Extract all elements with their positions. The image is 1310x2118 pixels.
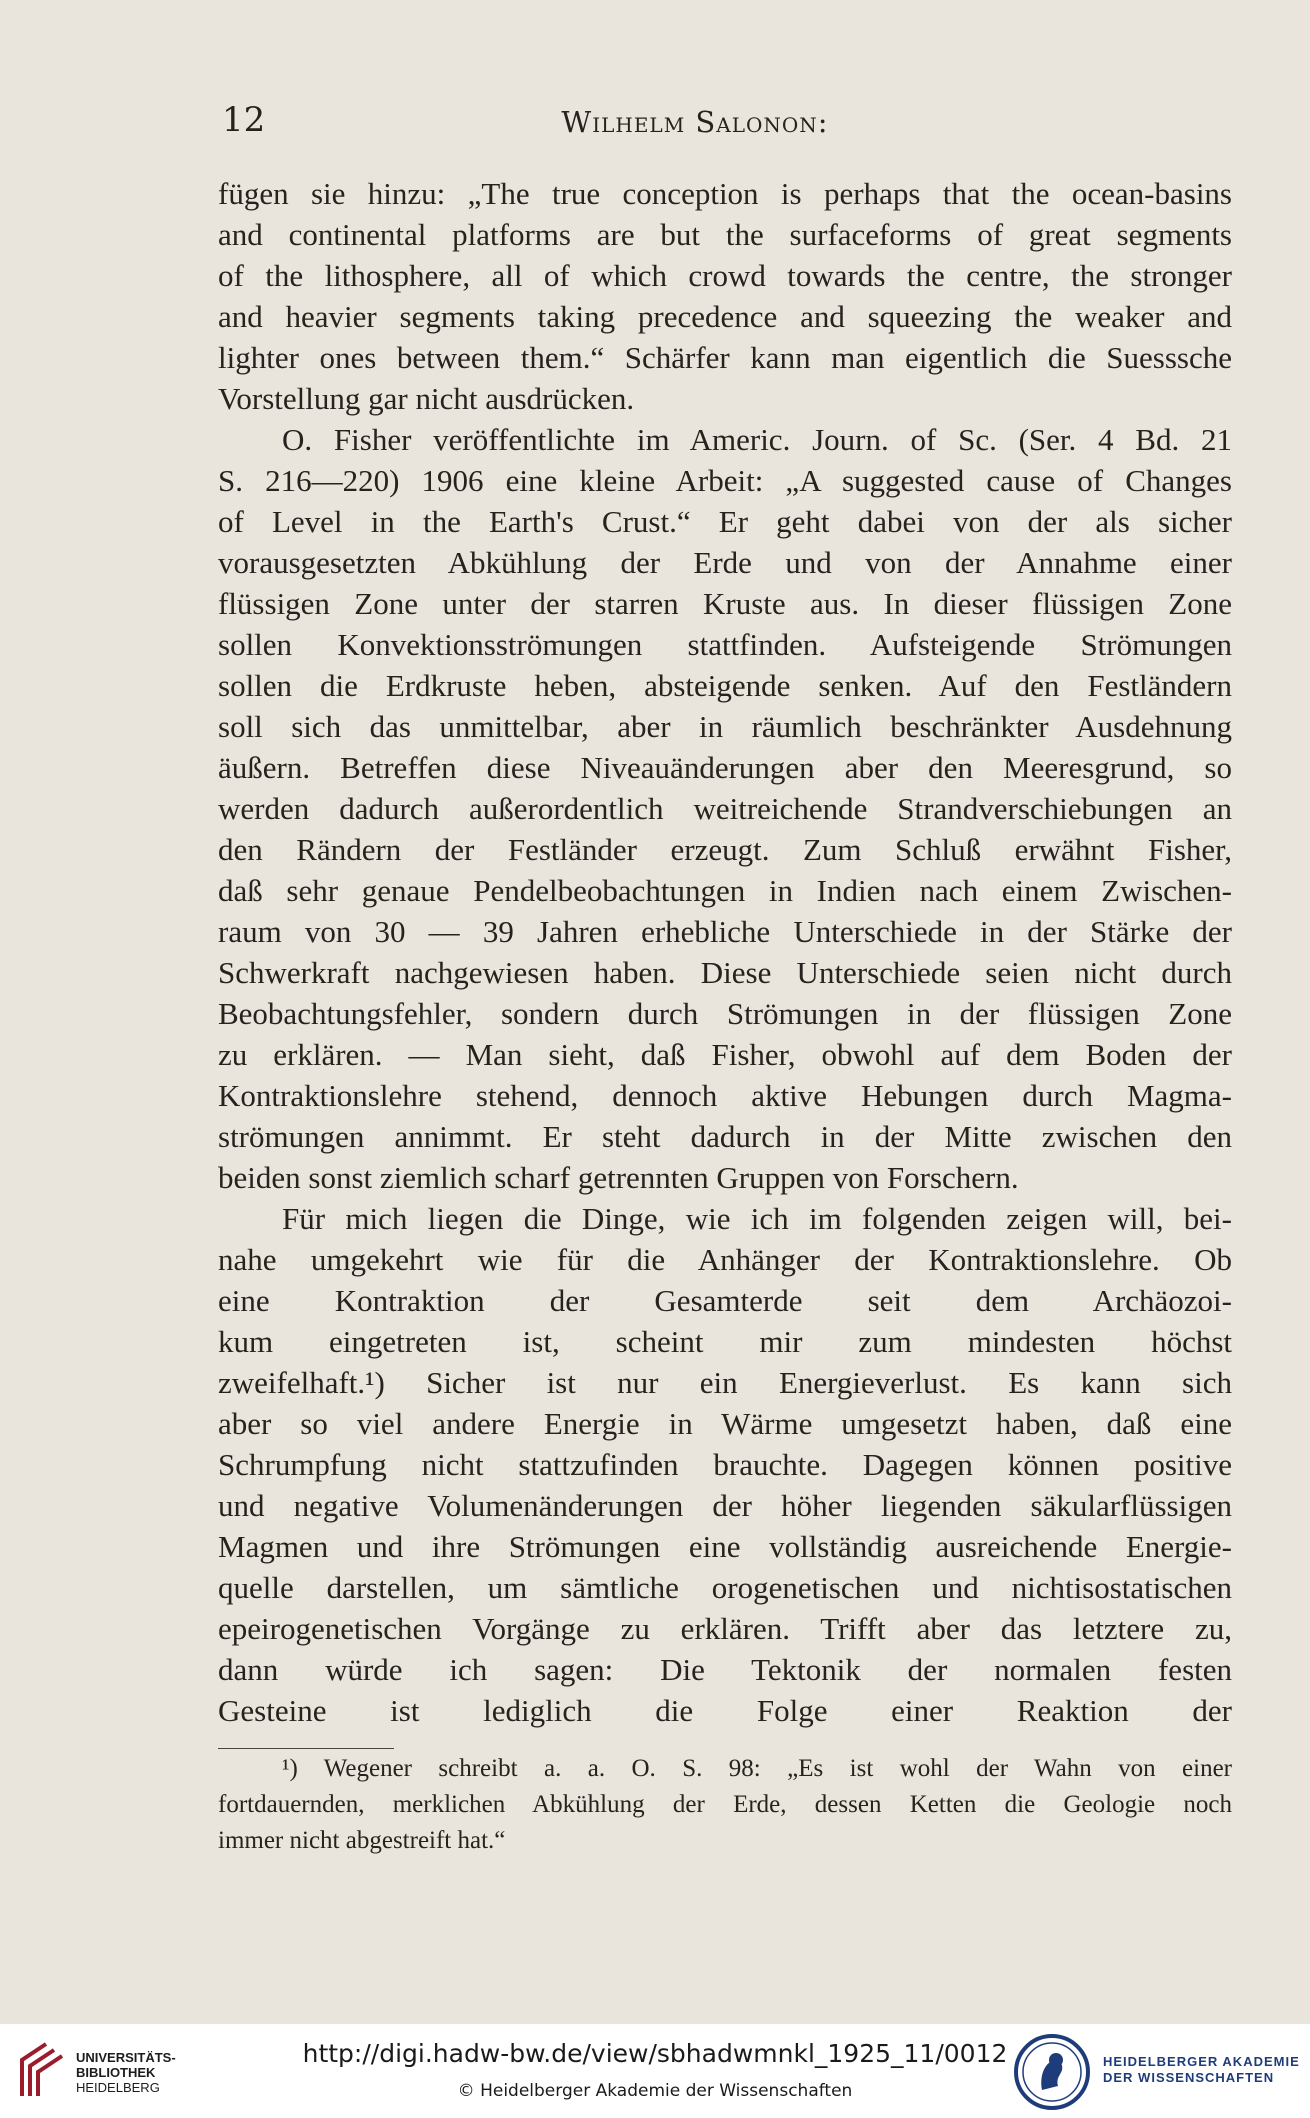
academy-emblem-icon — [1012, 2032, 1092, 2112]
footer-bar — [0, 2024, 1310, 2118]
text-line: Gesteine ist lediglich die Folge einer Reaktion der — [218, 1693, 1232, 1728]
text-line: raum von 30 — 39 Jahren erhebliche Unterschiede in der Stärke der — [218, 914, 1232, 949]
running-header: Wilhelm Salonon: — [561, 105, 829, 139]
text-line: of the lithosphere, all of which crowd towards the centre, the stronger — [218, 258, 1232, 293]
text-line: äußern. Betreffen diese Niveauänderungen aber den Meeresgrund, so — [218, 750, 1232, 785]
text-line: flüssigen Zone unter der starren Kruste aus. In dieser flüssigen Zone — [218, 586, 1232, 621]
text-line: daß sehr genaue Pendelbeobachtungen in Indien nach einem Zwischen- — [218, 873, 1232, 908]
text-line: aber so viel andere Energie in Wärme umgesetzt haben, daß eine — [218, 1406, 1232, 1441]
footnote-line: ¹) Wegener schreibt a. a. O. S. 98: „Es ist wohl der Wahn von einer — [282, 1755, 1232, 1782]
text-line: strömungen annimmt. Er steht dadurch in der Mitte zwischen den — [218, 1119, 1232, 1154]
footer-copyright: © Heidelberger Akademie der Wissenschaften — [457, 2081, 853, 2101]
text-line: vorausgesetzten Abkühlung der Erde und von der Annahme einer — [218, 545, 1232, 580]
text-line: and heavier segments taking precedence and squeezing the weaker and — [218, 299, 1232, 334]
text-line: soll sich das unmittelbar, aber in räumlich beschränkter Ausdehnung — [218, 709, 1232, 744]
ub-line-1: UNIVERSITÄTS- — [76, 2050, 176, 2065]
text-line: dann würde ich sagen: Die Tektonik der normalen festen — [218, 1652, 1232, 1687]
text-line: zu erklären. — Man sieht, daß Fisher, obwohl auf dem Boden der — [218, 1037, 1232, 1072]
text-line: zweifelhaft.¹) Sicher ist nur ein Energieverlust. Es kann sich — [218, 1365, 1232, 1400]
text-line: epeirogenetischen Vorgänge zu erklären. Trifft aber das letztere zu, — [218, 1611, 1232, 1646]
ub-line-2: BIBLIOTHEK — [76, 2065, 156, 2080]
text-line: lighter ones between them.“ Schärfer kann man eigentlich die Suesssche — [218, 340, 1232, 375]
text-line: Für mich liegen die Dinge, wie ich im folgenden zeigen will, bei- — [282, 1201, 1232, 1236]
text-line: nahe umgekehrt wie für die Anhänger der Kontraktionslehre. Ob — [218, 1242, 1232, 1277]
page-number: 12 — [222, 100, 266, 140]
academy-line-1: HEIDELBERGER AKADEMIE — [1103, 2054, 1300, 2069]
text-line: Schrumpfung nicht stattzufinden brauchte. Dagegen können positive — [218, 1447, 1232, 1482]
text-line: Schwerkraft nachgewiesen haben. Diese Unterschiede seien nicht durch — [218, 955, 1232, 990]
text-line: Vorstellung gar nicht ausdrücken. — [218, 381, 635, 416]
body-text — [218, 173, 1232, 1731]
academy-line-2: DER WISSENSCHAFTEN — [1103, 2070, 1275, 2085]
text-line: quelle darstellen, um sämtliche orogenetischen und nichtisostatischen — [218, 1570, 1232, 1605]
text-line: Kontraktionslehre stehend, dennoch aktive Hebungen durch Magma- — [218, 1078, 1232, 1113]
text-line: S. 216—220) 1906 eine kleine Arbeit: „A suggested cause of Changes — [218, 463, 1232, 498]
text-line: werden dadurch außerordentlich weitreichende Strandverschiebungen an — [218, 791, 1232, 826]
text-line: kum eingetreten ist, scheint mir zum mindesten höchst — [218, 1324, 1232, 1359]
text-line: eine Kontraktion der Gesamterde seit dem Archäozoi- — [218, 1283, 1232, 1318]
text-line: O. Fisher veröffentlichte im Americ. Journ. of Sc. (Ser. 4 Bd. 21 — [282, 422, 1232, 457]
text-line: beiden sonst ziemlich scharf getrennten Gruppen von Forschern. — [218, 1160, 1019, 1195]
text-line: Beobachtungsfehler, sondern durch Strömungen in der flüssigen Zone — [218, 996, 1232, 1031]
text-line: den Rändern der Festländer erzeugt. Zum Schluß erwähnt Fisher, — [218, 832, 1232, 867]
footnote-line: fortdauernden, merklichen Abkühlung der Erde, dessen Ketten die Geologie noch — [218, 1791, 1232, 1818]
footnote-line: immer nicht abgestreift hat.“ — [218, 1827, 506, 1854]
text-line: sollen die Erdkruste heben, absteigende senken. Auf den Festländern — [218, 668, 1232, 703]
text-line: Magmen und ihre Strömungen eine vollständig ausreichende Energie- — [218, 1529, 1232, 1564]
ub-line-3: HEIDELBERG — [76, 2080, 160, 2095]
footnotes — [218, 1751, 1232, 1859]
text-line: und negative Volumenänderungen der höher liegenden säkularflüssigen — [218, 1488, 1232, 1523]
text-line: of Level in the Earth's Crust.“ Er geht dabei von der als sicher — [218, 504, 1232, 539]
footnote-rule — [218, 1748, 394, 1749]
text-line: fügen sie hinzu: „The true conception is perhaps that the ocean-basins — [218, 176, 1232, 211]
text-line: and continental platforms are but the surfaceforms of great segments — [218, 217, 1232, 252]
academy-label — [1103, 2054, 1300, 2086]
text-line: sollen Konvektionsströmungen stattfinden. Aufsteigende Strömungen — [218, 627, 1232, 662]
footer-url-link[interactable]: http://digi.hadw-bw.de/view/sbhadwmnkl_1925_11/0012 — [302, 2039, 1008, 2068]
